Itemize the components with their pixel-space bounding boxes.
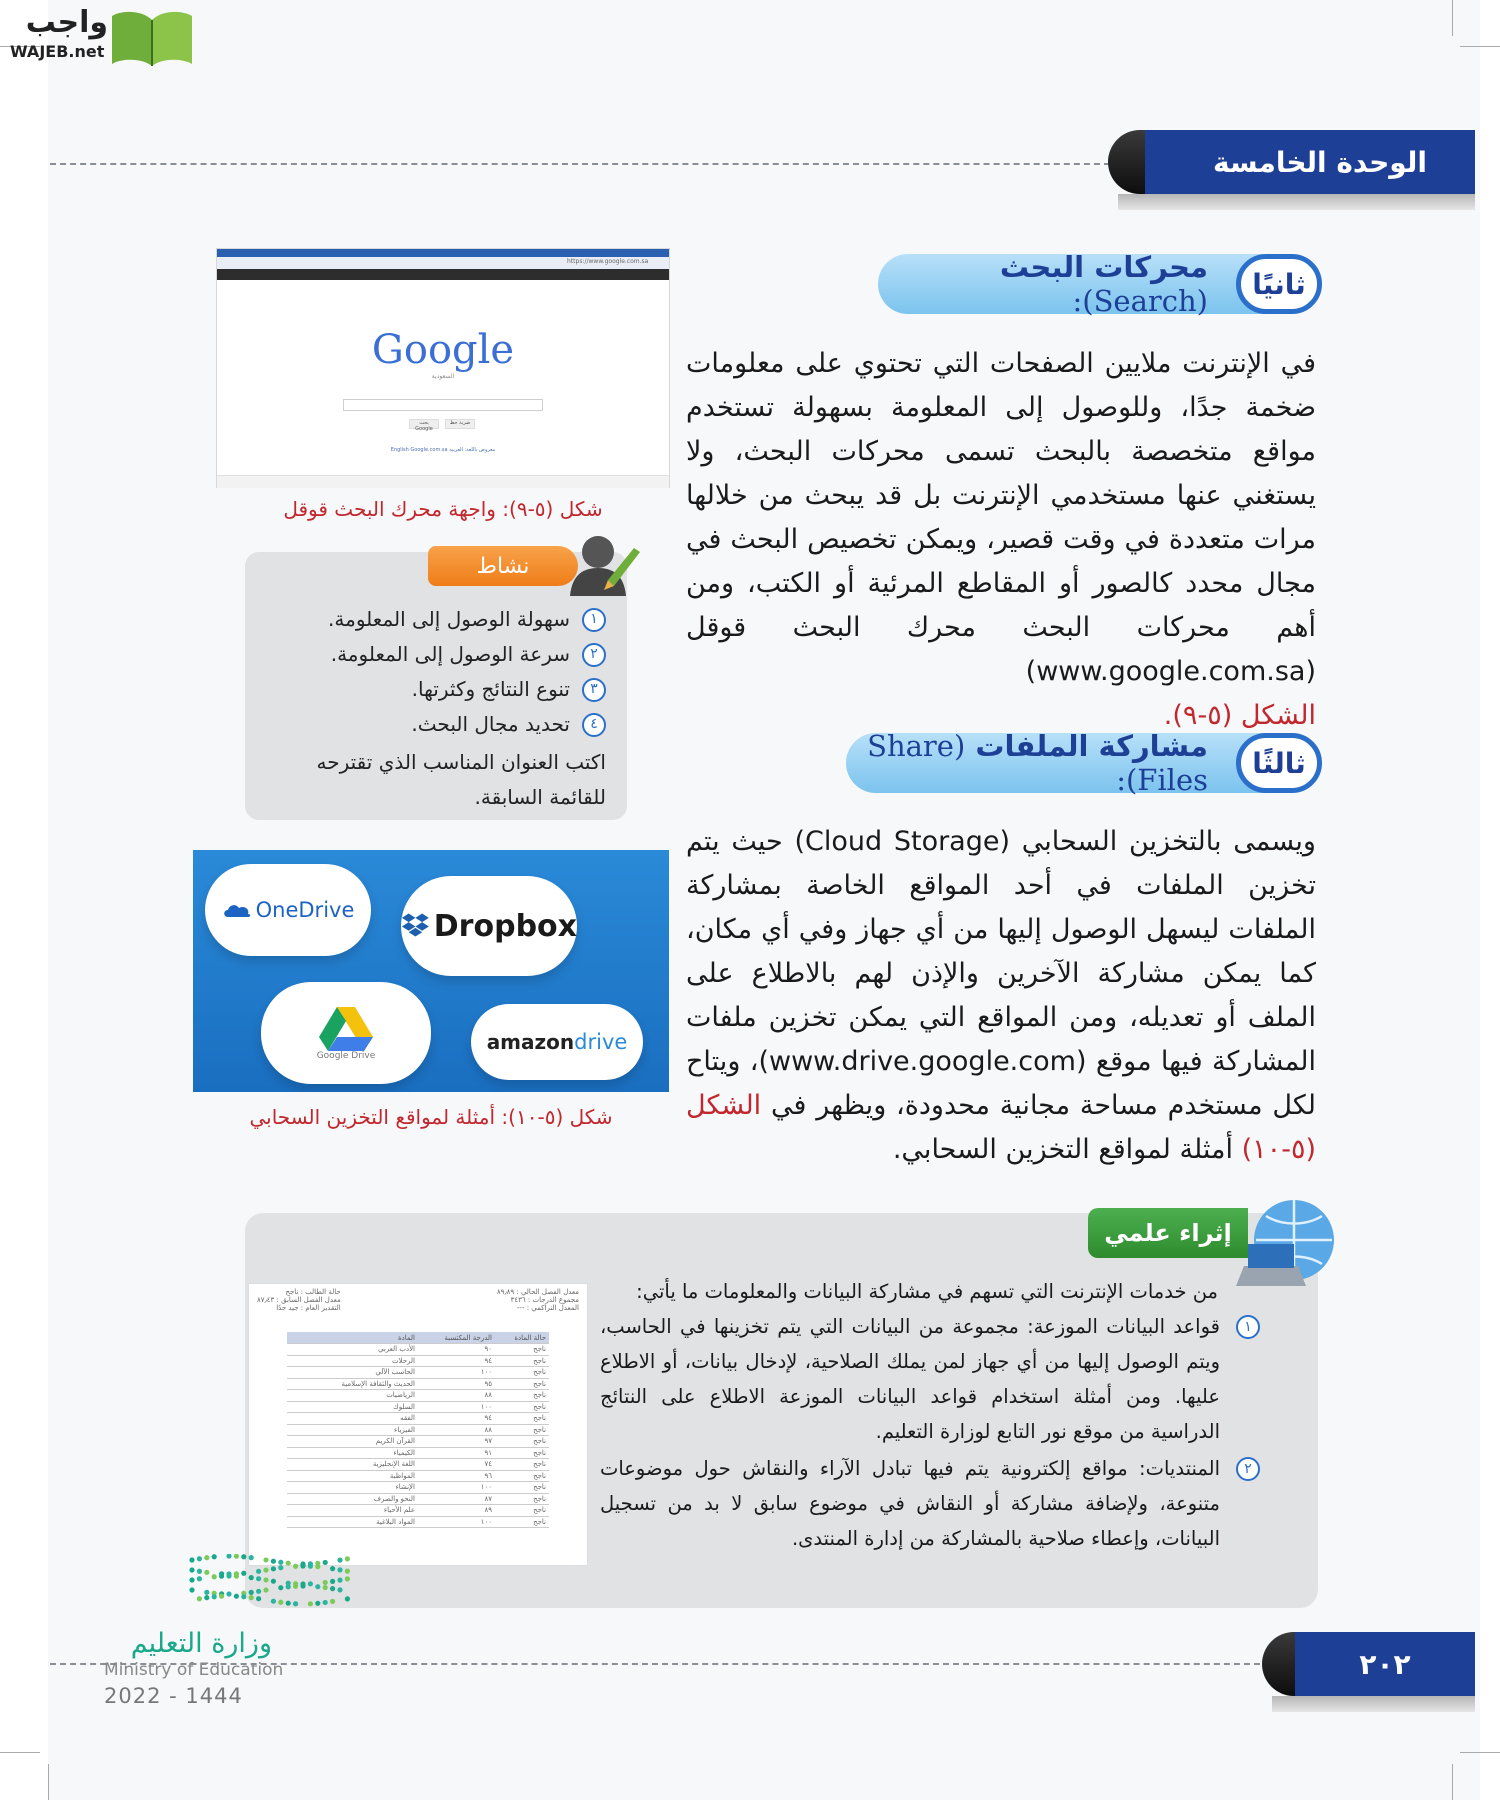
section3-text: ويسمى بالتخزين السحابي (Cloud Storage) حيث يتم تخزين الملفات في أحد المواقع الخاصة بمشاركة الملفات ليسهل الوصول إليها من أي جهاز وفي أي مكان، كما يمكن مشاركة الآخرين والإذن لهم بالاطلاع على الملف أو تعديله، ومن المواقع التي يمكن تخزين ملفات المشاركة فيها موقع (www.drive.google.com)، ويتاح لكل مستخدم مساحة مجانية محدودة، ويظهر في bbox=[686, 826, 1317, 1121]
activity-item bbox=[300, 637, 606, 672]
results-cell: ناجح bbox=[495, 1355, 549, 1367]
results-cell: ٨٨ bbox=[418, 1424, 495, 1436]
vision-dot bbox=[197, 1596, 202, 1601]
vision-dot bbox=[256, 1576, 261, 1581]
activity-title: نشاط bbox=[428, 546, 578, 586]
section3-title: مشاركة الملفات bbox=[975, 729, 1208, 763]
vision-dot bbox=[293, 1564, 298, 1569]
results-cell: السلوك bbox=[287, 1401, 418, 1413]
vision-dot bbox=[189, 1577, 194, 1582]
vision-dot bbox=[278, 1565, 283, 1570]
results-cell: المواد البلاغية bbox=[287, 1516, 418, 1528]
results-cell: ناجح bbox=[495, 1390, 549, 1402]
vision-dot bbox=[323, 1560, 328, 1565]
results-info-line: معدل الفصل الحالي : ٨٩٫٨٩ bbox=[496, 1288, 579, 1296]
results-cell: ناجح bbox=[495, 1447, 549, 1459]
edition-year: 2022 - 1444 bbox=[104, 1684, 243, 1708]
results-cell: ٨٧ bbox=[418, 1493, 495, 1505]
results-cell: الرياضيات bbox=[287, 1390, 418, 1402]
vision-dot bbox=[293, 1584, 298, 1589]
amazon-drive-label: drive bbox=[574, 1030, 628, 1054]
vision-dot bbox=[189, 1587, 194, 1592]
section3-title-wrap bbox=[846, 729, 1208, 797]
results-cell: علم الأحياء bbox=[287, 1505, 418, 1517]
section2-paragraph bbox=[686, 342, 1316, 738]
vision-dot bbox=[271, 1599, 276, 1604]
book-icon bbox=[108, 6, 196, 68]
results-row bbox=[287, 1378, 549, 1390]
activity-item-number: ٤ bbox=[582, 713, 606, 737]
enrichment-item-text: قواعد البيانات الموزعة: مجموعة من البيانات التي يتم تخزينها في الحاسب، ويتم الوصول إليها من أي جهاز لمن يملك الصلاحية، لإدخال بيانات، أو الاطلاع عليها. ومن أمثلة استخدام قواعد البيانات الموزعة الاطلاع على النتائج الدراسية من موقع نور التابع لوزارة التعليم. bbox=[600, 1315, 1220, 1443]
page-number: ٢٠٢ bbox=[1295, 1632, 1475, 1696]
cloud-storage-figure bbox=[193, 850, 669, 1092]
results-cell: ناجح bbox=[495, 1482, 549, 1494]
section2-title-en: (Search): bbox=[1072, 284, 1208, 318]
results-row bbox=[287, 1413, 549, 1425]
activity-item bbox=[300, 602, 606, 637]
google-drive-label: Google Drive bbox=[316, 1051, 376, 1061]
vision-dot bbox=[300, 1583, 305, 1588]
results-row bbox=[287, 1459, 549, 1471]
dropbox-icon bbox=[401, 911, 430, 941]
results-cell: المواظبة bbox=[287, 1470, 418, 1482]
activity-item bbox=[300, 707, 606, 742]
results-cell: الإنشاء bbox=[287, 1482, 418, 1494]
results-cell: ١٠٠ bbox=[418, 1367, 495, 1379]
section3-text-end: أمثلة لمواقع التخزين السحابي. bbox=[892, 1134, 1234, 1165]
results-cell: الفقه bbox=[287, 1413, 418, 1425]
results-cell: ٩٤ bbox=[418, 1413, 495, 1425]
results-row bbox=[287, 1470, 549, 1482]
results-cell: ناجح bbox=[495, 1367, 549, 1379]
vision-dot bbox=[337, 1567, 342, 1572]
vision-dot bbox=[249, 1595, 254, 1600]
section3-figure-ref[interactable]: الشكل (٥-١٠) bbox=[686, 1090, 1316, 1165]
results-row bbox=[287, 1390, 549, 1402]
activity-item-number: ٢ bbox=[582, 643, 606, 667]
results-cell: الأدب العربي bbox=[287, 1344, 418, 1356]
results-row bbox=[287, 1482, 549, 1494]
vision-dot bbox=[263, 1577, 268, 1582]
results-cell: ناجح bbox=[495, 1516, 549, 1528]
vision-dot bbox=[212, 1554, 217, 1559]
vision-dot bbox=[212, 1574, 217, 1579]
vision-dot bbox=[330, 1599, 335, 1604]
vision-dot bbox=[241, 1571, 246, 1576]
section2-title-wrap bbox=[878, 250, 1208, 318]
results-cell: ٩٦ bbox=[418, 1470, 495, 1482]
results-row bbox=[287, 1355, 549, 1367]
vision-dot bbox=[337, 1558, 342, 1563]
globe-laptop-icon bbox=[1236, 1196, 1340, 1294]
results-cell: ٧٤ bbox=[418, 1459, 495, 1471]
vision-dot bbox=[249, 1575, 254, 1580]
student-writing-icon bbox=[560, 530, 642, 598]
activity-item-text: تحديد مجال البحث. bbox=[411, 712, 570, 736]
section3-badge: ثالثًا bbox=[1236, 733, 1322, 793]
results-cell: ٩٥ bbox=[418, 1378, 495, 1390]
vision-dot bbox=[197, 1556, 202, 1561]
vision-dot bbox=[271, 1566, 276, 1571]
vision-dot bbox=[278, 1585, 283, 1590]
activity-item-number: ١ bbox=[582, 608, 606, 632]
results-info-line: معدل الفصل السابق : ٨٧٫٤٣ bbox=[257, 1296, 341, 1304]
activity-item bbox=[300, 672, 606, 707]
activity-item-text: سهولة الوصول إلى المعلومة. bbox=[328, 607, 570, 631]
results-cell: ٩٠ bbox=[418, 1344, 495, 1356]
wajeb-logo[interactable] bbox=[8, 6, 192, 68]
google-language-links[interactable]: English Google.com.sa معروض باللغة: العربية bbox=[390, 447, 496, 453]
vision-dot bbox=[249, 1590, 254, 1595]
vision-dot bbox=[204, 1590, 209, 1595]
ministry-name-ar: وزارة التعليم bbox=[130, 1628, 272, 1659]
results-cell: ناجح bbox=[495, 1436, 549, 1448]
amazon-label: amazon bbox=[486, 1030, 575, 1054]
results-cell: ناجح bbox=[495, 1424, 549, 1436]
results-info-right bbox=[497, 1288, 579, 1332]
vision-dot bbox=[189, 1557, 194, 1562]
results-info-line: المعدل التراكمي : --- bbox=[516, 1304, 579, 1312]
vision-dot bbox=[256, 1596, 261, 1601]
section3-title-en: (Share Files): bbox=[867, 729, 1208, 797]
google-drive-cloud bbox=[261, 982, 431, 1084]
vision-dot bbox=[308, 1564, 313, 1569]
results-info-line: التقدير العام : جيد جدًا bbox=[276, 1304, 341, 1312]
activity-instruction: اكتب العنوان المناسب الذي تقترحه للقائمة السابقة. bbox=[316, 750, 606, 809]
vision-dot bbox=[286, 1584, 291, 1589]
google-footer bbox=[217, 475, 669, 488]
vision-dot bbox=[256, 1589, 261, 1594]
results-header-cell: حالة المادة bbox=[495, 1332, 549, 1344]
vision-dot bbox=[308, 1581, 313, 1586]
activity-item-text: تنوع النتائج وكثرتها. bbox=[411, 677, 570, 701]
section2-title: محركات البحث bbox=[999, 250, 1208, 284]
vision-dots-graphic bbox=[186, 1554, 356, 1610]
vision-dot bbox=[189, 1567, 194, 1572]
enrichment-intro: من خدمات الإنترنت التي تسهم في مشاركة البيانات والمعلومات ما يأتي: bbox=[636, 1280, 1218, 1303]
google-logo bbox=[217, 327, 669, 373]
results-row bbox=[287, 1424, 549, 1436]
results-cell: ٩٤ bbox=[418, 1355, 495, 1367]
results-info-line: مجموع الدرجات : ٣٤٣٦ bbox=[510, 1296, 579, 1304]
results-header-row bbox=[287, 1332, 549, 1344]
google-search-button[interactable]: بحث Google bbox=[409, 419, 439, 429]
browser-addressbar bbox=[217, 257, 669, 269]
results-cell: ٩١ bbox=[418, 1447, 495, 1459]
vision-dot bbox=[197, 1576, 202, 1581]
vision-dot bbox=[241, 1594, 246, 1599]
results-cell: اللغة الإنجليزية bbox=[287, 1459, 418, 1471]
unit-banner-shadow bbox=[1118, 194, 1475, 210]
enrichment-item-number: ٢ bbox=[1236, 1457, 1260, 1481]
figure-5-9-caption: شكل (٥-٩): واجهة محرك البحث قوقل bbox=[283, 497, 603, 521]
vision-dot bbox=[286, 1561, 291, 1566]
results-row bbox=[287, 1493, 549, 1505]
vision-dot bbox=[197, 1569, 202, 1574]
unit-title: الوحدة الخامسة bbox=[1145, 130, 1475, 194]
results-cell: ناجح bbox=[495, 1493, 549, 1505]
vision-dot bbox=[234, 1574, 239, 1579]
vision-dot bbox=[234, 1594, 239, 1599]
results-cell: ١٠٠ bbox=[418, 1482, 495, 1494]
onedrive-label: OneDrive bbox=[255, 898, 355, 922]
dropbox-cloud bbox=[401, 876, 577, 976]
vision-dot bbox=[293, 1601, 298, 1606]
enrichment-list bbox=[600, 1309, 1252, 1556]
vision-dot bbox=[286, 1601, 291, 1606]
enrichment-item bbox=[600, 1309, 1252, 1449]
results-cell: ١٠٠ bbox=[418, 1401, 495, 1413]
vision-dot bbox=[330, 1566, 335, 1571]
browser-url: https://www.google.com.sa bbox=[567, 258, 649, 265]
vision-dot bbox=[300, 1563, 305, 1568]
results-header-cell: المادة bbox=[287, 1332, 418, 1344]
enrichment-item bbox=[600, 1451, 1252, 1556]
google-screenshot bbox=[216, 248, 670, 488]
results-cell: ١٠٠ bbox=[418, 1516, 495, 1528]
logo-arabic: واجب bbox=[25, 5, 108, 40]
results-cell: الرحلات bbox=[287, 1355, 418, 1367]
vision-dot bbox=[337, 1587, 342, 1592]
figure-5-10-caption: شكل (٥-١٠): أمثلة لمواقع التخزين السحابي bbox=[249, 1105, 613, 1129]
google-logo-sub: السعودية bbox=[431, 373, 455, 380]
vision-dot bbox=[204, 1555, 209, 1560]
vision-dot bbox=[315, 1564, 320, 1569]
results-row bbox=[287, 1436, 549, 1448]
vision-dot bbox=[226, 1554, 231, 1559]
logo-latin: WAJEB.net bbox=[10, 42, 105, 61]
results-cell: النحو والصرف bbox=[287, 1493, 418, 1505]
crop-mark bbox=[1460, 46, 1500, 47]
section2-badge: ثانيًا bbox=[1236, 254, 1322, 314]
google-search-input[interactable] bbox=[343, 399, 543, 411]
vision-dot bbox=[219, 1594, 224, 1599]
vision-dot bbox=[263, 1557, 268, 1562]
results-header-cell: الدرجة المكتسبة bbox=[418, 1332, 495, 1344]
vision-dot bbox=[337, 1578, 342, 1583]
vision-dot bbox=[345, 1596, 350, 1601]
page-banner-shadow bbox=[1272, 1696, 1475, 1712]
vision-dot bbox=[212, 1594, 217, 1599]
ministry-name-en: Ministry of Education bbox=[104, 1660, 284, 1680]
vision-dot bbox=[226, 1573, 231, 1578]
browser-titlebar bbox=[217, 249, 669, 257]
results-cell: القرآن الكريم bbox=[287, 1436, 418, 1448]
results-cell: ناجح bbox=[495, 1470, 549, 1482]
activity-item-text: سرعة الوصول إلى المعلومة. bbox=[330, 642, 570, 666]
vision-dot bbox=[308, 1601, 313, 1606]
results-table-wrap bbox=[257, 1332, 579, 1528]
vision-dot bbox=[256, 1569, 261, 1574]
vision-dot bbox=[315, 1584, 320, 1589]
vision-dot bbox=[278, 1560, 283, 1565]
vision-dot bbox=[263, 1587, 268, 1592]
results-cell: ٨٩ bbox=[418, 1505, 495, 1517]
results-row bbox=[287, 1505, 549, 1517]
vision-dot bbox=[330, 1579, 335, 1584]
crop-mark bbox=[48, 1764, 49, 1800]
google-drive-icon bbox=[319, 1005, 373, 1051]
results-cell: ناجح bbox=[495, 1378, 549, 1390]
vision-dot bbox=[241, 1554, 246, 1559]
crop-mark bbox=[1460, 1752, 1500, 1753]
results-info-line: حالة الطالب : ناجح bbox=[285, 1288, 341, 1296]
results-cell: ناجح bbox=[495, 1459, 549, 1471]
vision-dot bbox=[315, 1601, 320, 1606]
results-cell: الحديث والثقافة الإسلامية bbox=[287, 1378, 418, 1390]
results-cell: ناجح bbox=[495, 1344, 549, 1356]
results-row bbox=[287, 1401, 549, 1413]
google-logo-text: Google bbox=[371, 327, 515, 373]
onedrive-icon bbox=[222, 901, 252, 919]
results-row bbox=[287, 1367, 549, 1379]
results-info bbox=[257, 1288, 579, 1332]
results-cell: الكيمياء bbox=[287, 1447, 418, 1459]
amazon-drive-cloud bbox=[471, 1004, 643, 1080]
vision-dot bbox=[345, 1569, 350, 1574]
dropbox-label: Dropbox bbox=[433, 908, 577, 944]
vision-dot bbox=[330, 1586, 335, 1591]
crop-mark bbox=[1452, 0, 1453, 36]
section3-paragraph bbox=[686, 820, 1316, 1172]
vision-dot bbox=[204, 1570, 209, 1575]
results-cell: الفيزياء bbox=[287, 1424, 418, 1436]
results-cell: الحاسب الآلي bbox=[287, 1367, 418, 1379]
results-row bbox=[287, 1344, 549, 1356]
vision-dot bbox=[271, 1579, 276, 1584]
results-info-left bbox=[257, 1288, 341, 1332]
vision-dot bbox=[345, 1556, 350, 1561]
vision-dot bbox=[345, 1576, 350, 1581]
vision-dot bbox=[323, 1580, 328, 1585]
results-cell: ناجح bbox=[495, 1505, 549, 1517]
google-blackbar bbox=[217, 269, 669, 280]
section2-text: في الإنترنت ملايين الصفحات التي تحتوي على معلومات ضخمة جدًا، وللوصول إلى المعلومة بسهولة تستخدم مواقع متخصصة بالبحث تسمى محركات البحث، ولا يستغني عنها مستخدمي الإنترنت بل قد يبحث من خلالها مرات متعددة في وقت قصير، ويمكن تخصيص البحث في مجال محدد كالصور أو المقاطع المرئية أو الكتب، ومن أهم محركات البحث محرك البحث قوقل (www.google.com.sa) bbox=[686, 348, 1316, 687]
header-divider bbox=[50, 163, 1110, 165]
results-cell: ٩٧ bbox=[418, 1436, 495, 1448]
results-table bbox=[287, 1332, 549, 1528]
vision-dot bbox=[204, 1595, 209, 1600]
crop-mark bbox=[0, 1752, 40, 1753]
enrichment-item-number: ١ bbox=[1236, 1315, 1260, 1339]
vision-dot bbox=[271, 1559, 276, 1564]
google-lucky-button[interactable]: ضربة حظ bbox=[445, 419, 475, 429]
results-cell: ناجح bbox=[495, 1413, 549, 1425]
enrichment-item-text: المنتديات: مواقع إلكترونية يتم فيها تبادل الآراء والنقاش حول موضوعات متنوعة، ولإضافة مشاركة أو النقاش في موضوع سابق لا بد من تسجيل البيانات، وإعطاء صلاحية بالمشاركة من إدارة المنتدى. bbox=[600, 1457, 1220, 1550]
results-cell: ناجح bbox=[495, 1401, 549, 1413]
results-row bbox=[287, 1447, 549, 1459]
vision-dot bbox=[234, 1554, 239, 1559]
enrichment-title: إثراء علمي bbox=[1088, 1208, 1248, 1258]
vision-dot bbox=[323, 1600, 328, 1605]
vision-dot bbox=[219, 1574, 224, 1579]
results-cell: ٨٨ bbox=[418, 1390, 495, 1402]
vision-dot bbox=[278, 1600, 283, 1605]
vision-dot bbox=[226, 1591, 231, 1596]
section2-figure-ref[interactable]: الشكل (٥-٩). bbox=[1163, 700, 1316, 731]
vision-dot bbox=[249, 1555, 254, 1560]
vision-dot bbox=[323, 1585, 328, 1590]
vision-dot bbox=[263, 1567, 268, 1572]
onedrive-cloud bbox=[205, 864, 371, 956]
results-screenshot bbox=[248, 1283, 588, 1566]
activity-list bbox=[300, 602, 606, 742]
crop-mark bbox=[1452, 1764, 1453, 1800]
activity-item-number: ٣ bbox=[582, 678, 606, 702]
results-row bbox=[287, 1516, 549, 1528]
